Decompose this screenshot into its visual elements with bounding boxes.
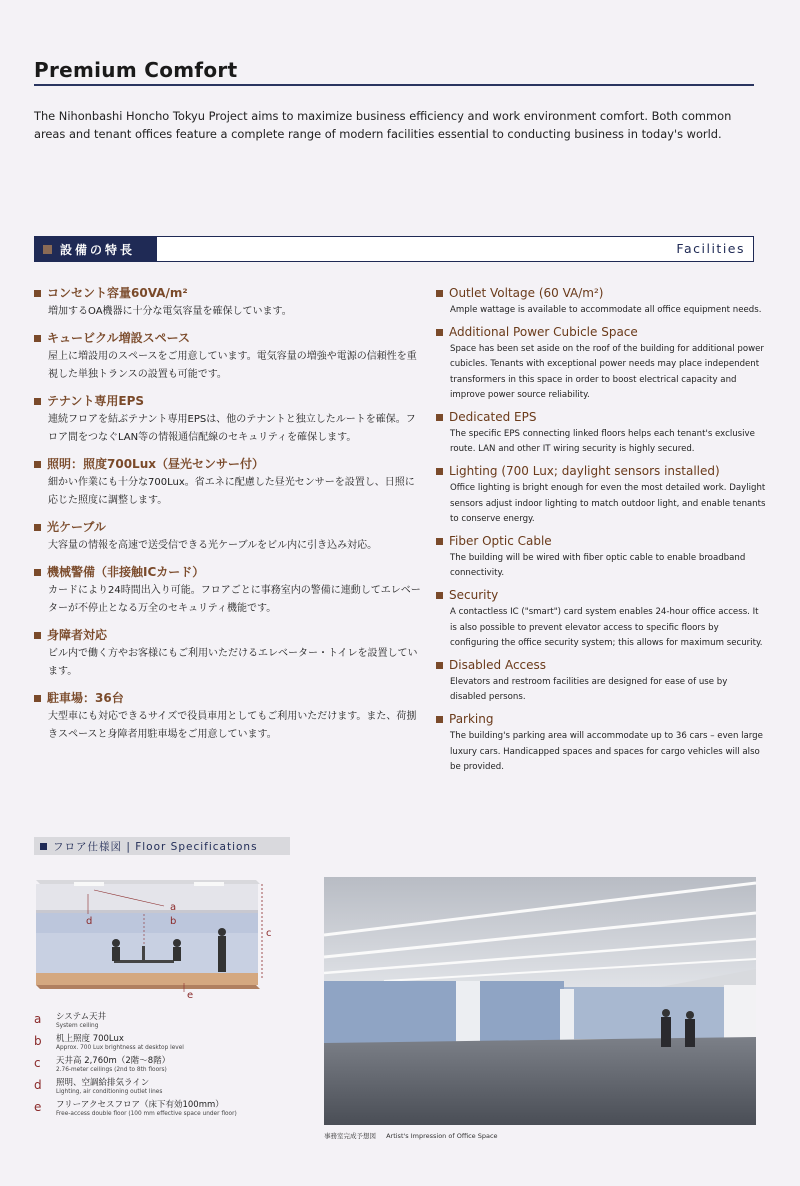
legend-en: 2.76-meter ceilings (2nd to 8th floors) xyxy=(56,1067,167,1073)
item-title: Fiber Optic Cable xyxy=(449,534,552,549)
square-bullet-icon xyxy=(436,329,443,336)
item-title: Parking xyxy=(449,712,494,727)
list-item xyxy=(436,324,766,403)
legend-en: Lighting, air conditioning outlet lines xyxy=(56,1089,163,1095)
legend-item xyxy=(34,1056,304,1074)
desk-icon xyxy=(114,960,174,963)
list-item xyxy=(34,690,424,744)
legend-jp: フリーアクセスフロア（床下有効100mm） xyxy=(56,1100,224,1110)
list-item xyxy=(436,285,766,318)
item-title: Dedicated EPS xyxy=(449,410,537,425)
list-item xyxy=(436,587,766,651)
facilities-header xyxy=(34,236,754,262)
item-title: Disabled Access xyxy=(449,658,547,673)
floor-section-diagram xyxy=(34,870,284,1000)
list-item xyxy=(436,711,766,775)
legend-key: d xyxy=(34,1078,42,1092)
office-rendering-image xyxy=(324,877,756,1125)
legend-jp: システム天井 xyxy=(56,1012,107,1022)
square-bullet-icon xyxy=(436,592,443,599)
jp-facilities-list xyxy=(34,285,424,753)
square-bullet-icon xyxy=(34,632,41,639)
list-item xyxy=(34,627,424,681)
legend-en: Free-access double floor (100 mm effective space under floor) xyxy=(56,1111,237,1117)
person-icon xyxy=(112,939,120,947)
item-body: Ample wattage is available to accommodate all office equipment needs. xyxy=(450,305,762,315)
ceiling-slab xyxy=(36,880,260,884)
list-item xyxy=(34,285,424,321)
square-bullet-icon xyxy=(34,290,41,297)
square-bullet-icon xyxy=(34,335,41,342)
item-body: The specific EPS connecting linked floors helps each tenant's exclusive route. LAN and other IT wiring security is highly secured. xyxy=(450,429,755,455)
person-icon xyxy=(173,939,181,947)
item-title: コンセント容量60VA/m² xyxy=(47,286,188,300)
light-fixture-icon xyxy=(194,882,224,886)
diagram-label-d: d xyxy=(86,916,93,927)
item-title: Outlet Voltage (60 VA/m²) xyxy=(449,286,604,300)
item-title: キュービクル増設スペース xyxy=(47,331,191,345)
legend-en: Approx. 700 Lux brightness at desktop level xyxy=(56,1045,184,1051)
render-windows xyxy=(324,981,564,1043)
floor-spec-label-text: フロア仕様図 | Floor Specifications xyxy=(53,840,258,853)
list-item xyxy=(34,456,424,510)
legend-jp: 照明、空調給排気ライン xyxy=(56,1078,150,1088)
item-body: Space has been set aside on the roof of the building for additional power cubicles. Tenants with exceptional power needs may place independent transformers in this space in order to boost electrical capacity and improve power source reliability. xyxy=(450,344,764,400)
facilities-header-jp-label: 設備の特長 xyxy=(60,242,136,257)
item-body: 大型車にも対応できるサイズで役員車用としてもご利用いただけます。また、荷捌きスペースと身障者用駐車場をご用意しています。 xyxy=(48,711,417,740)
list-item xyxy=(436,657,766,705)
access-floor xyxy=(36,973,258,985)
square-bullet-icon xyxy=(436,716,443,723)
person-icon xyxy=(218,936,226,972)
render-caption-en: Artist's Impression of Office Space xyxy=(386,1132,498,1140)
legend-key: b xyxy=(34,1034,42,1048)
intro-paragraph: The Nihonbashi Honcho Tokyu Project aims to maximize business efficiency and work environment comfort. Both common areas and tenant offices feature a complete range of modern facilities essential to conducting business in today's world. xyxy=(34,109,732,141)
square-bullet-icon xyxy=(436,468,443,475)
item-body: 連続フロアを結ぶテナント専用EPSは、他のテナントと独立したルートを確保。フロア間をつなぐLAN等の情報通信配線のセキュリティを確保します。 xyxy=(48,414,416,443)
item-body: A contactless IC ("smart") card system enables 24-hour office access. It is also possible to prevent elevator access to specific floors by configuring the office security system; this allows for maximum security. xyxy=(450,607,763,648)
render-caption-jp: 事務室完成予想図 xyxy=(324,1132,376,1140)
legend-jp: 机上照度 700Lux xyxy=(56,1034,124,1044)
square-bullet-icon xyxy=(436,290,443,297)
diagram-legend xyxy=(34,1012,304,1122)
item-body: 大容量の情報を高速で送受信できる光ケーブルをビル内に引き込み対応。 xyxy=(48,540,378,551)
facilities-header-en-label: Facilities xyxy=(676,241,745,256)
list-item xyxy=(34,519,424,555)
person-icon xyxy=(661,1017,671,1047)
person-icon xyxy=(218,928,226,936)
page-title: Premium Comfort xyxy=(34,58,238,82)
facilities-header-jp xyxy=(35,237,157,261)
person-icon xyxy=(685,1019,695,1047)
monitor-icon xyxy=(142,946,145,960)
render-floor xyxy=(324,1037,756,1125)
person-icon xyxy=(686,1011,694,1019)
item-title: 光ケーブル xyxy=(47,520,106,534)
item-body: Office lighting is bright enough for even the most detailed work. Daylight sensors adjust indoor lighting to match outdoor light, and enable tenants to conserve energy. xyxy=(450,483,766,524)
square-bullet-icon xyxy=(436,662,443,669)
list-item xyxy=(436,533,766,581)
square-bullet-icon xyxy=(436,538,443,545)
legend-key: e xyxy=(34,1100,42,1114)
item-body: 増加するOA機器に十分な電気容量を確保しています。 xyxy=(48,306,292,317)
diagram-label-c: c xyxy=(266,928,272,939)
legend-item xyxy=(34,1012,304,1030)
floor-spec-label xyxy=(34,837,290,855)
item-body: The building's parking area will accommodate up to 36 cars – even large luxury cars. Handicapped spaces and spaces for cargo vehicles will also be provided. xyxy=(450,731,763,772)
item-title: 照明：照度700Lux（昼光センサー付） xyxy=(47,457,264,471)
legend-key: a xyxy=(34,1012,42,1026)
legend-en: System ceiling xyxy=(56,1023,99,1029)
diagram-label-b: b xyxy=(170,916,177,927)
render-column xyxy=(560,989,574,1041)
item-title: テナント専用EPS xyxy=(47,394,145,408)
square-bullet-icon xyxy=(34,524,41,531)
ceiling-void xyxy=(36,884,258,910)
item-body: ビル内で働く方やお客様にもご利用いただけるエレベーター・トイレを設置しています。 xyxy=(48,648,418,677)
render-caption xyxy=(324,1131,506,1140)
list-item xyxy=(34,393,424,447)
square-bullet-icon xyxy=(43,245,52,254)
square-bullet-icon xyxy=(40,843,47,850)
legend-item xyxy=(34,1100,304,1118)
render-column xyxy=(456,981,480,1045)
person-icon xyxy=(112,947,120,961)
square-bullet-icon xyxy=(34,398,41,405)
floor-slab xyxy=(36,985,260,989)
person-icon xyxy=(173,947,181,961)
square-bullet-icon xyxy=(34,569,41,576)
person-icon xyxy=(662,1009,670,1017)
item-body: カードにより24時間出入り可能。フロアごとに事務室内の警備に連動してエレベーターが不停止となる万全のセキュリティ機能です。 xyxy=(48,585,421,614)
item-body: 屋上に増設用のスペースをご用意しています。電気容量の増強や電源の信頼性を重視した単独トランスの設置も可能です。 xyxy=(48,351,417,380)
square-bullet-icon xyxy=(436,414,443,421)
list-item xyxy=(436,409,766,457)
diagram-label-e: e xyxy=(187,990,194,1000)
item-title: Security xyxy=(449,588,499,603)
legend-key: c xyxy=(34,1056,41,1070)
item-body: Elevators and restroom facilities are designed for ease of use by disabled persons. xyxy=(450,677,728,703)
list-item xyxy=(34,330,424,384)
item-title: Lighting (700 Lux; daylight sensors installed) xyxy=(449,464,720,479)
square-bullet-icon xyxy=(34,695,41,702)
item-body: 細かい作業にも十分な700Lux。省エネに配慮した昼光センサーを設置し、日照に応じた照度に調整します。 xyxy=(48,477,415,506)
title-rule xyxy=(34,84,754,86)
en-facilities-list xyxy=(436,285,766,781)
legend-item xyxy=(34,1034,304,1052)
item-title: 身障者対応 xyxy=(47,628,108,642)
item-title: 機械警備（非接触ICカード） xyxy=(47,565,205,579)
item-title: Additional Power Cubicle Space xyxy=(449,325,638,340)
system-ceiling xyxy=(36,910,258,913)
list-item xyxy=(436,463,766,527)
legend-item xyxy=(34,1078,304,1096)
square-bullet-icon xyxy=(34,461,41,468)
legend-jp: 天井高 2,760m（2階～8階） xyxy=(56,1056,171,1066)
diagram-label-a: a xyxy=(170,902,177,913)
list-item xyxy=(34,564,424,618)
item-body: The building will be wired with fiber optic cable to enable broadband connectivity. xyxy=(450,553,746,579)
item-title: 駐車場：36台 xyxy=(47,691,124,705)
light-fixture-icon xyxy=(74,882,104,886)
